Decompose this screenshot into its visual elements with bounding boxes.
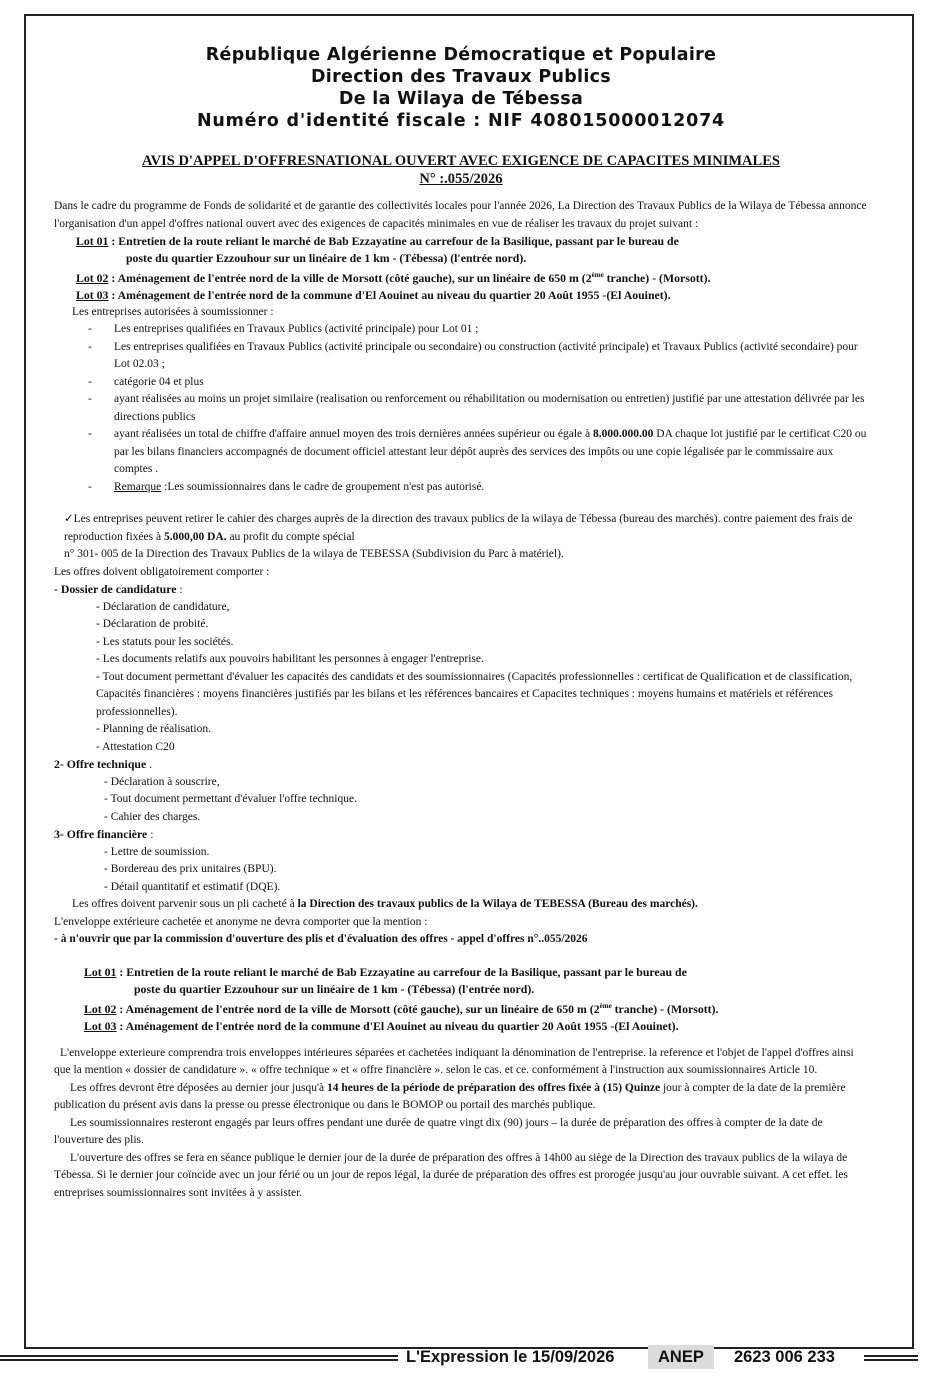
lot-01-continuation: poste du quartier Ezzouhour sur un linéaire de 1 km - (Tébessa) (l'entrée nord).	[134, 981, 535, 996]
check-icon: ✓	[64, 513, 74, 526]
envelope-contents-paragraph: L'enveloppe exterieure comprendra trois enveloppes intérieures séparées et cachetées indiquant la dénomination de l'entreprise. la reference et l'objet de l'appel d'offres ainsi que la mention « dossier de candidature ». « offre technique » et « offre financière ». selon le cas. et ce. conformément à l'instruction aux soumissionnaires Article 10.	[54, 1046, 854, 1077]
section-financiere-list	[54, 844, 868, 897]
lot-02-key: Lot 02	[84, 1001, 117, 1016]
envelope-mention: - à n'ouvrir que par la commission d'ouverture des plis et d'évaluation des offres - appel d'offres n°..055/2026	[54, 933, 588, 946]
withdraw-text: Les entreprises peuvent retirer le cahier des charges auprès de la direction des travaux publics de la wilaya de Tébessa (bureau des marchés). contre paiement des frais de reproduction fixées à	[64, 513, 853, 543]
turnover-text: ayant réalisées un total de chiffre d'affaire annuel moyen des trois dernières années supérieur ou égale à	[114, 428, 594, 441]
lot-03	[54, 287, 868, 304]
offers-intro: Les offres doivent obligatoirement comporter :	[54, 565, 270, 578]
candidature-item: - Attestation C20	[96, 740, 175, 753]
section-technique-label: 2- Offre technique	[54, 757, 147, 772]
deposit-deadline: 14 heures de la période de préparation des offres fixée à (15) Quinze	[327, 1081, 661, 1094]
candidature-item: - Les documents relatifs aux pouvoirs habilitant les personnes à engager l'entreprise.	[96, 653, 484, 666]
remark-item	[88, 479, 868, 497]
anep-label: ANEP	[648, 1345, 714, 1369]
section-candidature-title	[54, 581, 868, 599]
envelope-paragraph: L'enveloppe extérieure cachetée et anonyme ne devra comporter que la mention :	[54, 915, 428, 928]
candidature-item: - Planning de réalisation.	[96, 723, 211, 736]
lot-02-text: : Aménagement de l'entrée nord de la ville de Morsott (côté gauche), sur un linéaire de 650 m (2	[116, 1001, 600, 1016]
financiere-item: - Bordereau des prix unitaires (BPU).	[104, 863, 277, 876]
lot-02-text-end: tranche) - (Morsott).	[603, 270, 711, 285]
opening-paragraph: L'ouverture des offres se fera en séance publique le dernier jour de la durée de préparation des offres à 14h00 au siège de la Direction des travaux publics de la wilaya de Tébessa. Si le dernier jour coïncide avec un jour férié ou un jour de repos légal, la durée de préparation des offres est prorogée jusqu'au jour ouvrable suivant. A cet effet. les entreprises soumissionnaires sont invitées à y assister.	[54, 1151, 848, 1199]
candidature-item: - Déclaration de probité.	[96, 618, 209, 631]
engagement-paragraph: Les soumissionnaires resteront engagés par leurs offres pendant une durée de quatre vingt dix (90) jours – la durée de préparation des offres à compter de la date de l'ouverture des plis.	[54, 1116, 823, 1147]
lot-03-key: Lot 03	[76, 287, 109, 302]
financiere-item: - Lettre de soumission.	[104, 845, 210, 858]
lot-03-text: : Aménagement de l'entrée nord de la commune d'El Aouinet au niveau du quartier 20 Août 1955 -(El Aouinet).	[108, 287, 671, 302]
header-republic: République Algérienne Démocratique et Populaire	[205, 45, 717, 65]
header-nif: Numéro d'identité fiscale : NIF 408015000012074	[196, 111, 726, 131]
footer	[0, 1341, 932, 1375]
candidature-item: - Déclaration de candidature,	[96, 600, 230, 613]
authorized-list	[54, 321, 868, 496]
withdraw-account: n° 301- 005 de la Direction des Travaux Publics de la wilaya de TEBESSA (Subdivision du Parc à matériel).	[64, 548, 564, 561]
lot-02-text: : Aménagement de l'entrée nord de la ville de Morsott (côté gauche), sur un linéaire de 650 m (2	[108, 270, 592, 285]
turnover-amount: 8.000.000.00	[593, 428, 654, 441]
footer-rule-right	[864, 1355, 918, 1361]
remark-text: :Les soumissionnaires dans le cadre de groupement n'est pas autorisé.	[161, 480, 485, 493]
lot-01-continuation: poste du quartier Ezzouhour sur un linéaire de 1 km - (Tébessa) (l'entrée nord).	[126, 251, 527, 265]
lot-01-key: Lot 01	[84, 964, 117, 979]
deliver-text: Les offres doivent parvenir sous un pli cacheté à	[72, 898, 298, 911]
technique-item: - Déclaration à souscrire,	[104, 775, 220, 788]
lot-02-sup: ème	[591, 271, 604, 279]
header	[54, 44, 868, 132]
authorized-item: - ayant réalisées au moins un projet similaire (realisation ou renforcement ou réhabilitation ou modernisation ou entretien) justifié par une attestation délivrée par les directions publics	[88, 391, 868, 426]
lot-01	[54, 233, 868, 267]
lot-01-key: Lot 01	[76, 234, 109, 248]
notice-title	[54, 152, 868, 188]
lot-02	[54, 267, 868, 287]
remark-label: Remarque	[114, 480, 162, 493]
section-financiere-title	[54, 826, 868, 844]
turnover-text-end: DA chaque lot justifié par le certificat C20 ou par les bilans financiers accompagnés de document officiel attestant leur dépôt auprès des services des impôts ou une copie légalisée par le commissaire aux comptes .	[114, 428, 867, 476]
lots-list-top	[54, 233, 868, 304]
lot-03-repeat	[54, 1018, 868, 1035]
technique-item: - Tout document permettant d'évaluer l'offre technique.	[104, 793, 357, 806]
lots-list-bottom	[54, 964, 868, 1035]
footer-rule-left	[0, 1355, 398, 1361]
technique-item: - Cahier des charges.	[104, 810, 201, 823]
section-technique-list	[54, 774, 868, 827]
deliver-paragraph	[54, 896, 868, 914]
lot-02-repeat	[54, 998, 868, 1018]
withdraw-amount: 5.000,00 DA.	[163, 530, 227, 543]
header-wilaya: De la Wilaya de Tébessa	[338, 89, 584, 109]
lot-01-repeat	[54, 964, 868, 998]
deposit-paragraph	[54, 1080, 868, 1115]
publication-label: L'Expression le 15/09/2026	[406, 1348, 615, 1366]
candidature-item: - Les statuts pour les sociétés.	[96, 635, 234, 648]
notice-frame	[24, 14, 914, 1349]
withdraw-text-end: au profit du compte spécial	[226, 530, 355, 543]
section-candidature-colon: :	[176, 582, 183, 597]
deliver-address: la Direction des travaux publics de la Wilaya de TEBESSA (Bureau des marchés).	[297, 898, 698, 911]
lot-02-key: Lot 02	[76, 270, 109, 285]
authorized-item: - Les entreprises qualifiées en Travaux Publics (activité principale ou secondaire) ou construction (activité principale) et Travaux Publics (activité secondaire) pour Lot 02.03 ;	[88, 339, 868, 374]
candidature-item: - Tout document permettant d'évaluer les capacités des candidats et des soumissionnaires (Capacités professionnelles : certificat de Qualification et de classification, Capacités financières : moyens financières justifiés par les bilans et les références bancaires et Capacites techniques : moyens humains et matériels et références professionnelles).	[96, 670, 853, 718]
header-direction: Direction des Travaux Publics	[310, 67, 612, 87]
financiere-item: - Détail quantitatif et estimatif (DQE).	[104, 880, 281, 893]
authorized-item: - Les entreprises qualifiées en Travaux Publics (activité principale) pour Lot 01 ;	[88, 321, 868, 339]
lot-02-sup: ème	[599, 1001, 612, 1010]
notice-number: N° :.055/2026	[419, 171, 503, 187]
section-technique-colon: .	[146, 757, 153, 772]
notice-title-main: AVIS D'APPEL D'OFFRESNATIONAL OUVERT AVEC EXIGENCE DE CAPACITES MINIMALES	[142, 153, 780, 169]
lot-01-text: : Entretien de la route reliant le marché de Bab Ezzayatine au carrefour de la Basilique, passant par le bureau de	[116, 964, 687, 979]
section-technique-title	[54, 756, 868, 774]
reference-number: 2623 006 233	[734, 1348, 835, 1366]
section-financiere-colon: :	[147, 827, 154, 842]
intro-paragraph: Dans le cadre du programme de Fonds de solidarité et de garantie des collectivités locales pour l'année 2026, La Direction des Travaux Publics de la Wilaya de Tébessa annonce l'organisation d'un appel d'offres national ouvert avec des exigences de capacités minimales en vue de réaliser les travaux du projet suivant :	[54, 200, 867, 230]
withdraw-paragraph	[54, 511, 868, 564]
lot-03-text: : Aménagement de l'entrée nord de la commune d'El Aouinet au niveau du quartier 20 Août 1955 -(El Aouinet).	[116, 1018, 679, 1033]
deposit-text: Les offres devront être déposées au dernier jour jusqu'à	[70, 1081, 328, 1094]
authorized-item: - catégorie 04 et plus	[88, 374, 868, 392]
section-candidature-label: - Dossier de candidature	[54, 582, 177, 597]
section-candidature-list	[54, 599, 868, 757]
deposit-text-end: jour à compter de la date de la première publication du présent avis dans la presse ou presse électronique ou dans le BOMOP ou portail des marchés publique.	[54, 1081, 846, 1112]
section-financiere-label: 3- Offre financière	[54, 827, 148, 842]
lot-02-text-end: tranche) - (Morsott).	[611, 1001, 719, 1016]
lot-03-key: Lot 03	[84, 1018, 117, 1033]
authorized-title: Les entreprises autorisées à soumissionner :	[72, 305, 274, 318]
authorized-item-turnover	[88, 426, 868, 479]
lot-01-text: : Entretien de la route reliant le marché de Bab Ezzayatine au carrefour de la Basilique, passant par le bureau de	[108, 234, 679, 248]
